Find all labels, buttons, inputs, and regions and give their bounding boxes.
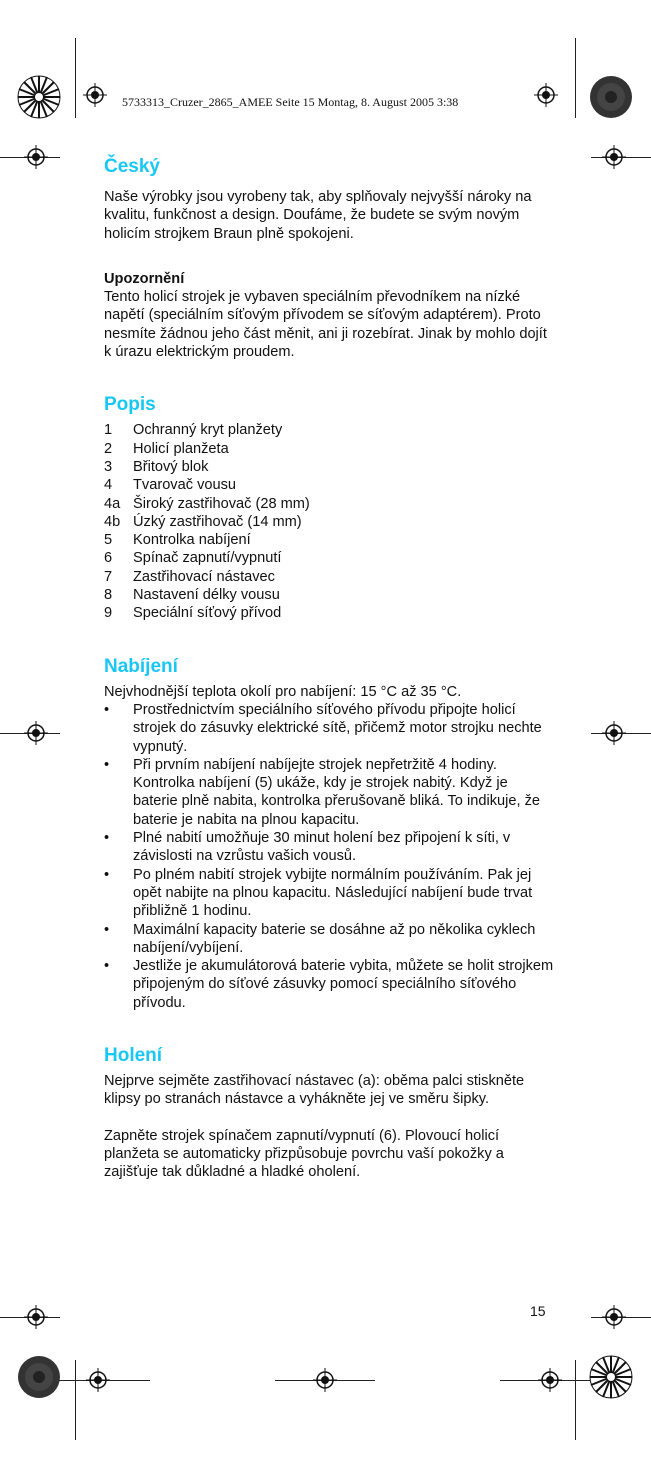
list-item: 3 Břitový blok (104, 458, 209, 475)
warning-title: Upozornění (104, 270, 185, 287)
registration-crosshair-icon (24, 145, 48, 169)
crop-mark (575, 1360, 576, 1440)
list-item: • Prostřednictvím speciálního síťového přívodu připojte holicí strojek do zásuvky elektrické sítě, přičemž motor strojku nechte vypnutý. (104, 701, 542, 755)
crop-mark (575, 38, 576, 118)
list-item: 9 Speciální síťový přívod (104, 605, 282, 622)
registration-crosshair-icon (86, 1368, 110, 1392)
list-item: 8 Nastavení délky vousu (104, 587, 280, 604)
list-item: 7 Zastřihovací nástavec (104, 568, 275, 585)
list-item: 6 Spínač zapnutí/vypnutí (104, 550, 282, 567)
charging-temperature: Nejvhodnější teplota okolí pro nabíjení: 15 °C až 35 °C. (104, 683, 462, 700)
list-item: 2 Holicí planžeta (104, 440, 229, 457)
list-item: • Jestliže je akumulátorová baterie vybita, můžete se holit strojkem připojeným do síťové zásuvky pomocí speciálního síťového přívodu. (104, 958, 554, 1011)
warning-paragraph: Tento holicí strojek je vybaven speciálním převodníkem na nízké napětí (speciálním síťovým přívodem se síťovým adaptérem). Proto nesmíte žádnou jeho část měnit, ani ji rozebírat. Jinak by mohlo dojít k úrazu elektrickým proudem. (104, 289, 547, 361)
crop-mark (75, 38, 76, 118)
registration-crosshair-icon (602, 145, 626, 169)
starburst-target-icon (17, 75, 61, 119)
list-item: 1 Ochranný kryt planžety (104, 422, 283, 439)
list-item: 4a Široký zastřihovač (28 mm) (104, 495, 310, 512)
shaving-paragraph-1: Nejprve sejměte zastřihovací nástavec (a): oběma palci stiskněte klipsy po stranách nástavce a vyhákněte jej ve směru šipky. (104, 1072, 525, 1108)
registration-crosshair-icon (83, 83, 107, 107)
section-title-popis: Popis (104, 394, 156, 416)
starburst-target-icon (589, 1355, 633, 1399)
list-item: 5 Kontrolka nabíjení (104, 532, 251, 549)
page-content (104, 150, 554, 1181)
dark-target-icon (17, 1355, 61, 1399)
dark-target-icon (589, 75, 633, 119)
registration-crosshair-icon (602, 1305, 626, 1329)
registration-crosshair-icon (313, 1368, 337, 1392)
section-title-nabijeni: Nabíjení (104, 655, 178, 677)
print-header: 5733313_Cruzer_2865_AMEE Seite 15 Montag, 8. August 2005 3:38 (122, 95, 459, 109)
parts-list (104, 421, 554, 622)
registration-crosshair-icon (538, 1368, 562, 1392)
shaving-paragraph-2: Zapněte strojek spínačem zapnutí/vypnutí (6). Plovoucí holicí planžeta se automaticky přizpůsobuje povrchu vaší pokožky a zajišťuje tak důkladné a hladké oholení. (104, 1127, 504, 1181)
list-item: • Maximální kapacity baterie se dosáhne až po několika cyklech nabíjení/vybíjení. (104, 921, 536, 956)
crop-mark (75, 1360, 76, 1440)
list-item: • Po plném nabití strojek vybijte normálním používáním. Pak jej opět nabijte na plnou kapacitu. Následující nabíjení bude trvat přibližně 1 hodinu. (104, 866, 533, 920)
registration-crosshair-icon (24, 721, 48, 745)
section-title-cesky: Český (104, 156, 160, 177)
list-item: 4b Úzký zastřihovač (14 mm) (104, 513, 302, 530)
section-title-holeni: Holení (104, 1044, 163, 1066)
registration-crosshair-icon (24, 1305, 48, 1329)
list-item: • Při prvním nabíjení nabíjejte strojek nepřetržitě 4 hodiny. Kontrolka nabíjení (5) ukáže, kdy je strojek nabitý. Když je baterie plně nabita, kontrolka přerušovaně bliká. To indikuje, že baterie je nabita na plnou kapacitu. (104, 756, 540, 828)
list-item: 4 Tvarovač vousu (104, 477, 237, 494)
registration-crosshair-icon (602, 721, 626, 745)
page-number: 15 (530, 1303, 546, 1319)
intro-paragraph: Naše výrobky jsou vyrobeny tak, aby splňovaly nejvyšší nároky na kvalitu, funkčnost a design. Doufáme, že budete se svým novým holicím strojkem Braun plně spokojeni. (104, 189, 532, 242)
list-item: • Plné nabití umožňuje 30 minut holení bez připojení k síti, v závislosti na vzrůstu vašich vousů. (104, 830, 511, 865)
charging-bullets (104, 701, 554, 1012)
registration-crosshair-icon (534, 83, 558, 107)
